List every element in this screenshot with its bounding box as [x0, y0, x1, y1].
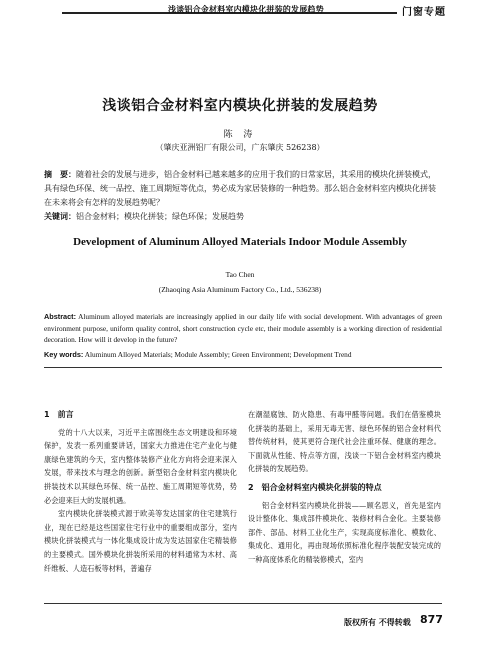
chinese-abstract [44, 168, 439, 210]
chinese-abstract-label: 摘 要： [44, 170, 76, 179]
section-1-paragraph-2: 室内模块化拼装模式源于欧美等发达国家的住宅建筑行业，现在已经是这些国家住宅行业中的重要组成部分，室内模块化拼装模式与一体化集成设计成为发达国家住宅精装修的主要模式。国外模块化拼装所采用的材料通常为木材、高纤维板、人造石板等材料，普遍存 [44, 509, 237, 573]
running-title: 浅谈铝合金材料室内模块化拼装的发展趋势 [168, 5, 324, 14]
right-column [248, 408, 441, 567]
section-2-paragraph-1: 铝合金材料室内模块化拼装——顾名思义，首先是室内设计整体化、集成部件模块化、装修材料合金化。主要装修部件、部品、材料工业化生产，实现高度标准化、模数化、集成化、通用化，再由现场依照标准化程序装配安装完成的一种高度体系化的精装修模式，室内 [248, 500, 441, 564]
chinese-author: 陈 涛 [223, 130, 257, 140]
chinese-title: 浅谈铝合金材料室内模块化拼装的发展趋势 [102, 98, 378, 114]
section-1-paragraph-3: 在潮湿腐蚀、防火隐患、有毒甲醛等问题。我们在借鉴模块化拼装的基础上，采用无毒无害、绿色环保的铝合金材料代替传统材料，使其更符合现代社会注重环保、健康的理念。下面就从性能、特点等方面，浅谈一下铝合金材料室内模块化拼装的发展趋势。 [248, 410, 441, 474]
english-keywords [44, 349, 442, 360]
page-number: 877 [420, 613, 443, 626]
left-column [44, 408, 237, 575]
chinese-keywords-label: 关键词： [44, 212, 76, 221]
section-1-heading: 1 前言 [44, 410, 74, 419]
section-2-heading: 2 铝合金材料室内模块化拼装的特点 [248, 482, 382, 492]
english-abstract-label: Abstract: [44, 312, 77, 321]
abstract-divider [44, 367, 442, 368]
chinese-keywords-text: 铝合金材料；模块化拼装；绿色环保；发展趋势 [76, 212, 244, 221]
section-tag: 门窗专题 [402, 7, 446, 18]
english-title: Development of Aluminum Alloyed Materials Indoor Module Assembly [73, 236, 407, 248]
footer-rule [44, 603, 442, 604]
english-abstract-text: Aluminum alloyed materials are increasingly applied in our daily life with social development. With advantages of green environment purpose, uniform quality control, short construction cycle etc, their module assembly is a working direction of residential decoration. How will it develop in the future? [44, 312, 442, 345]
chinese-affiliation: （肇庆亚洲铝厂有限公司，广东肇庆 526238） [155, 143, 325, 152]
english-affiliation: (Zhaoqing Asia Aluminum Factory Co., Ltd., 536238) [158, 285, 322, 294]
english-keywords-text: Aluminum Alloyed Materials; Module Assembly; Green Environment; Development Trend [83, 350, 352, 359]
english-keywords-label: Key words: [44, 350, 84, 359]
section-1-paragraph-1: 党的十八大以来，习近平主席围绕生态文明建设和环境保护，发表一系列重要讲话，国家大力推进住宅产业化与健康绿色建筑的今天，室内整体装修产业化方向将会迎来深入发展，带来技术与理念的创新。新型铝合金材料室内模块化拼装技术以其绿色环保、统一品控、施工周期短等优势，势必会迎来巨大的发展机遇。 [44, 427, 237, 505]
english-author: Tao Chen [225, 270, 255, 279]
chinese-abstract-text: 随着社会的发展与进步，铝合金材料已越来越多的应用于我们的日常家居，其采用的模块化拼装模式，具有绿色环保、统一品控、施工周期短等优点，势必成为家居装修的一种趋势。那么铝合金材料室内模块化拼装在未来将会有怎样的发展趋势呢？ [44, 170, 436, 207]
chinese-keywords [44, 210, 439, 224]
copyright-notice: 版权所有 不得转载 [344, 618, 411, 627]
english-abstract [44, 311, 442, 346]
